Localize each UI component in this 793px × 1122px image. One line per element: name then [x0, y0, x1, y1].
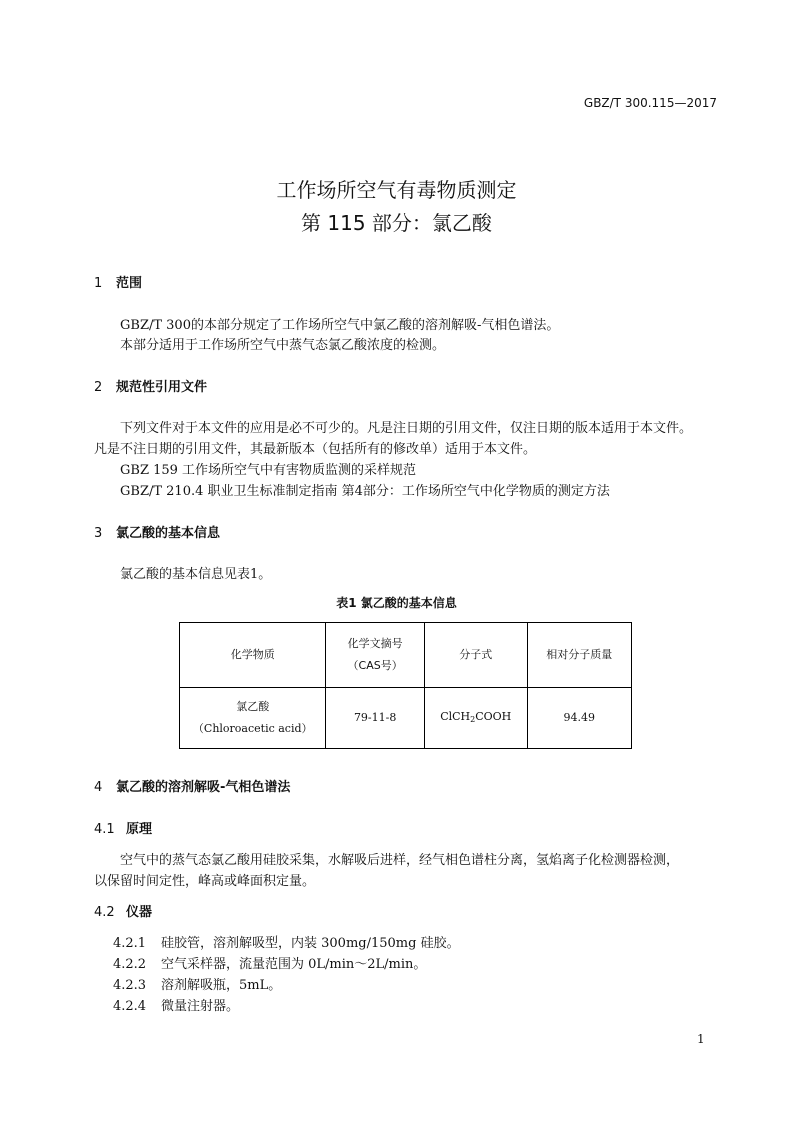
header-cell: 分子式 [424, 623, 527, 688]
header-cell: 相对分子质量 [527, 623, 631, 688]
table-cell: 94.49 [527, 688, 631, 749]
header-cell: 化学物质 [180, 623, 326, 688]
section-1-heading [94, 272, 142, 291]
table-caption: 表1 氯乙酸的基本信息 [336, 596, 457, 610]
section-title: 氯乙酸的基本信息 [116, 526, 221, 541]
formula-subscript: 2 [470, 714, 476, 724]
document-title: 工作场所空气有毒物质测定 [276, 178, 517, 202]
table-cell [424, 688, 527, 749]
paragraph-continuation: 以保留时间定性，峰高或峰面积定量。 [94, 874, 316, 889]
section-number: 4.1 [94, 822, 115, 837]
subsection-4-2-heading [94, 901, 152, 920]
formula-part: ClCH [440, 709, 471, 723]
reference-item: GBZ 159 工作场所空气中有害物质监测的采样规范 [120, 463, 417, 478]
section-title: 范围 [116, 276, 143, 291]
section-number: 1 [94, 276, 103, 291]
section-number: 4.2 [94, 905, 115, 920]
section-title: 原理 [126, 822, 153, 837]
header-cell [326, 623, 424, 688]
paragraph: 空气中的蒸气态氯乙酸用硅胶采集，水解吸后进样，经气相色谱柱分离，氢焰离子化检测器检测， [120, 853, 680, 868]
chemical-name-cn: 氯乙酸 [236, 700, 270, 713]
section-2-heading [94, 376, 207, 395]
paragraph: 下列文件对于本文件的应用是必不可少的。凡是注日期的引用文件，仅注日期的版本适用于本文件。 [120, 421, 693, 436]
item-number: 4.2.3 [113, 978, 147, 993]
item-number: 4.2.4 [113, 999, 147, 1014]
basic-info-table [179, 622, 632, 749]
paragraph: 氯乙酸的基本信息见表1。 [120, 567, 272, 582]
list-item [113, 953, 426, 972]
section-number: 4 [94, 780, 103, 795]
item-text: 空气采样器，流量范围为 0L/min～2L/min。 [161, 957, 427, 972]
section-3-heading [94, 522, 220, 541]
table-header-row [180, 623, 632, 688]
paragraph: GBZ/T 300的本部分规定了工作场所空气中氯乙酸的溶剂解吸-气相色谱法。 [120, 318, 560, 333]
document-subtitle: 第 115 部分：氯乙酸 [301, 211, 492, 235]
section-number: 3 [94, 526, 103, 541]
reference-item: GBZ/T 210.4 职业卫生标准制定指南 第4部分：工作场所空气中化学物质的测定方法 [120, 484, 610, 499]
list-item [113, 932, 460, 951]
table-cell: 79-11-8 [326, 688, 424, 749]
item-number: 4.2.1 [113, 936, 147, 951]
table-cell [180, 688, 326, 749]
page-number: 1 [697, 1032, 705, 1046]
formula-part: COOH [475, 709, 512, 723]
paragraph: 本部分适用于工作场所空气中蒸气态氯乙酸浓度的检测。 [120, 338, 446, 353]
list-item [113, 974, 281, 993]
section-title: 仪器 [126, 905, 153, 920]
item-text: 微量注射器。 [161, 999, 240, 1014]
table-row [180, 688, 632, 749]
chemical-name-en: （Chloroacetic acid） [192, 722, 313, 735]
item-text: 溶剂解吸瓶，5mL。 [161, 978, 282, 993]
subsection-4-1-heading [94, 818, 152, 837]
paragraph-continuation: 凡是不注日期的引用文件，其最新版本（包括所有的修改单）适用于本文件。 [94, 442, 537, 457]
header-line: （CAS号） [347, 659, 403, 672]
section-title: 规范性引用文件 [116, 380, 208, 395]
document-code: GBZ/T 300.115—2017 [583, 96, 717, 110]
section-4-heading [94, 776, 290, 795]
section-title: 氯乙酸的溶剂解吸-气相色谱法 [116, 780, 291, 795]
section-number: 2 [94, 380, 103, 395]
item-number: 4.2.2 [113, 957, 147, 972]
list-item [113, 995, 239, 1014]
header-line: 化学文摘号 [347, 637, 403, 650]
item-text: 硅胶管，溶剂解吸型，内装 300mg/150mg 硅胶。 [161, 936, 460, 951]
